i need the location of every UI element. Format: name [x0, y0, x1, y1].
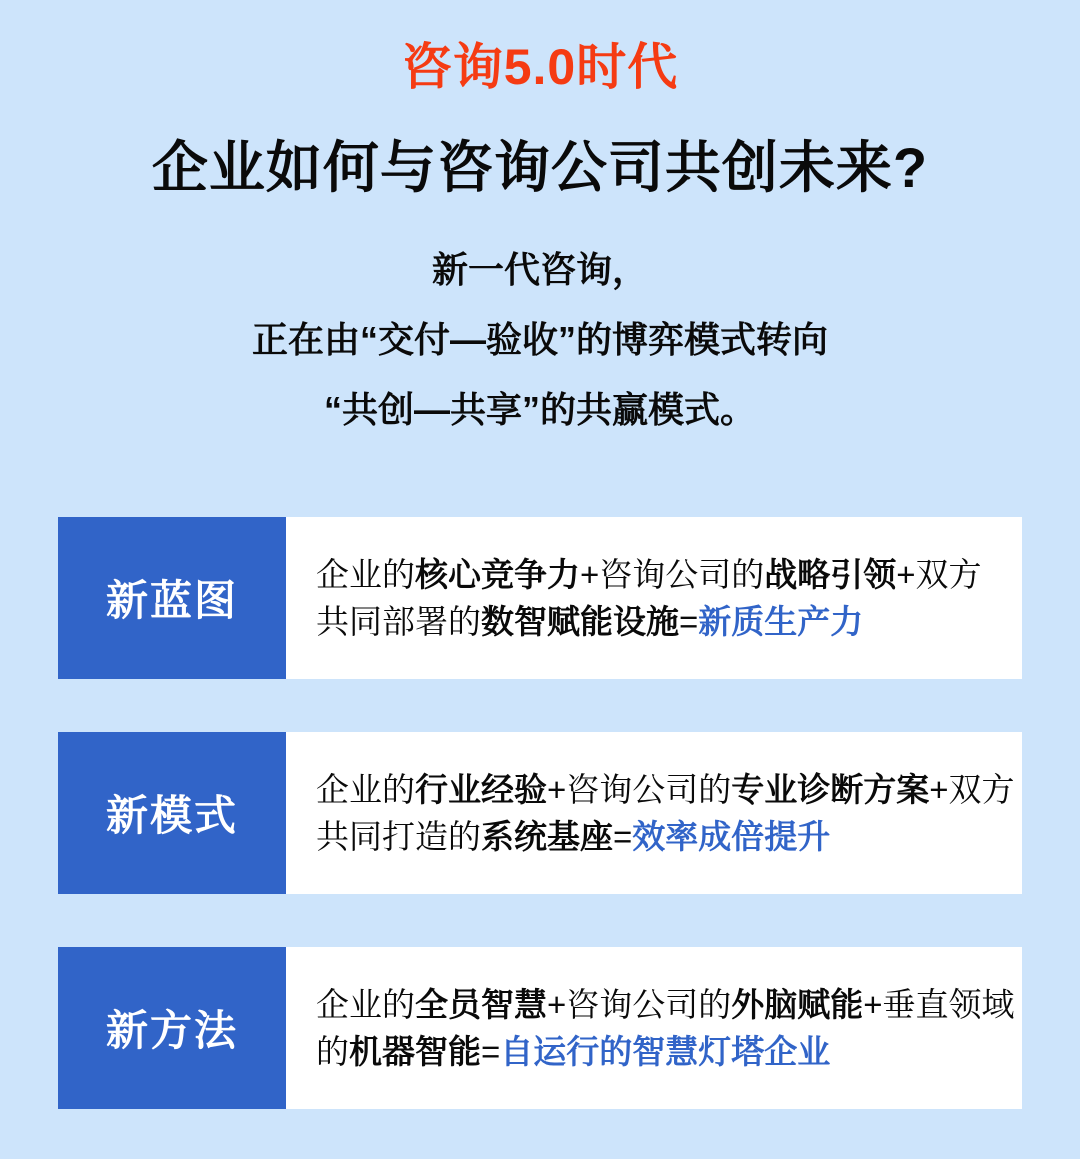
text-segment: 咨询公司的 — [599, 556, 765, 593]
cards-section — [0, 517, 1080, 1109]
subtitle-line: 新一代咨询， — [431, 249, 648, 290]
text-segment: + — [547, 771, 567, 808]
card-body — [286, 732, 1022, 894]
page-tag: 咨询5.0时代 — [401, 39, 679, 95]
text-segment: 企业的 — [316, 771, 415, 808]
text-segment: 机器智能 — [349, 1033, 481, 1070]
text-segment: 外脑赋能 — [731, 986, 864, 1023]
text-segment: 全员智慧 — [415, 986, 547, 1023]
text-segment: = — [613, 818, 633, 855]
card-new-model — [58, 732, 1022, 894]
card-label: 新模式 — [58, 732, 286, 894]
text-segment: 核心竞争力 — [415, 556, 580, 593]
card-text-line — [316, 766, 1015, 813]
text-segment: 咨询公司的 — [566, 771, 732, 808]
page-subtitle — [0, 235, 1080, 445]
card-body — [286, 947, 1022, 1109]
subtitle-line: 正在由“交付—验收”的博弈模式转向 — [251, 319, 828, 360]
text-segment: +垂直领域 — [863, 986, 1015, 1023]
text-segment: = — [481, 1033, 501, 1070]
text-segment: 效率成倍提升 — [632, 818, 831, 855]
card-label: 新蓝图 — [58, 517, 286, 679]
card-label: 新方法 — [58, 947, 286, 1109]
text-segment: 数智赋能设施 — [481, 603, 679, 640]
text-segment: 企业的 — [316, 556, 415, 593]
text-segment: 系统基座 — [481, 818, 613, 855]
card-text-line — [316, 813, 1012, 860]
text-segment: 共同部署的 — [316, 603, 481, 640]
page-title: 企业如何与咨询公司共创未来? — [151, 136, 929, 199]
text-segment: + — [547, 986, 567, 1023]
text-segment: 专业诊断方案 — [731, 771, 930, 808]
text-segment: 新质生产力 — [698, 603, 864, 640]
card-text-line — [316, 1028, 1012, 1075]
subtitle-line: “共创—共享”的共赢模式。 — [323, 389, 756, 430]
card-new-method — [58, 947, 1022, 1109]
text-segment: 共同打造的 — [316, 818, 481, 855]
card-text-line — [316, 981, 1015, 1028]
text-segment: 战略引领 — [764, 556, 897, 593]
text-segment: 自运行的智慧灯塔企业 — [500, 1033, 831, 1070]
card-new-blueprint — [58, 517, 1022, 679]
text-segment: 企业的 — [316, 986, 415, 1023]
text-segment: 咨询公司的 — [566, 986, 732, 1023]
text-segment: = — [679, 603, 699, 640]
text-segment: +双方 — [896, 556, 982, 593]
text-segment: 的 — [316, 1033, 349, 1070]
text-segment: 行业经验 — [415, 771, 547, 808]
card-text-line — [316, 598, 1012, 645]
card-text-line — [316, 551, 1012, 598]
card-body — [286, 517, 1022, 679]
text-segment: +双方 — [929, 771, 1015, 808]
text-segment: + — [580, 556, 600, 593]
